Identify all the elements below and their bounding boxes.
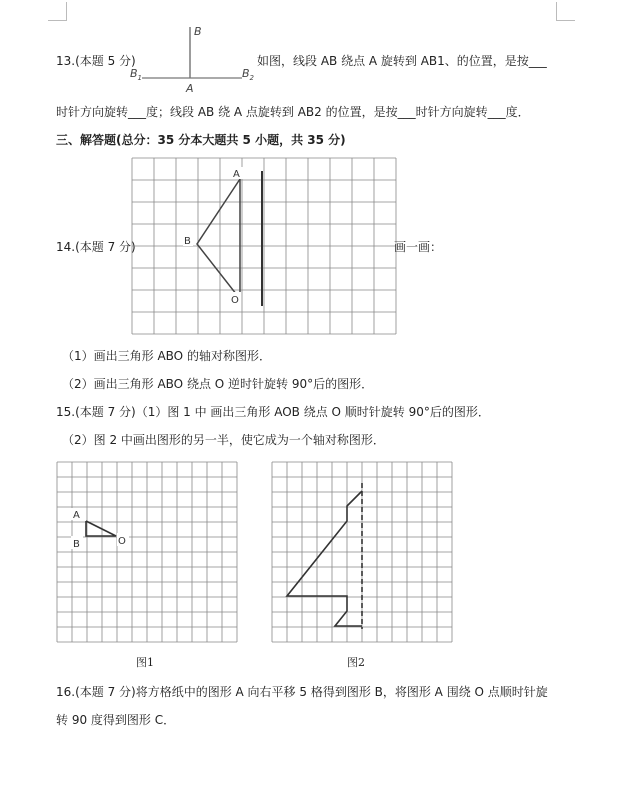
q15-figure-1-grid (56, 461, 240, 643)
half-shape (287, 491, 362, 626)
q16-line-2: 转 90 度得到图形 C． (56, 713, 176, 727)
triangle-aob (86, 521, 116, 536)
label-b2: $B_2$ (242, 67, 255, 82)
figure-1-caption: 图1 (136, 656, 154, 669)
label-b: B (194, 25, 202, 38)
label-a: A (186, 82, 194, 94)
q14-suffix: 画一画： (394, 240, 443, 254)
label-a: A (233, 169, 240, 180)
label-o: O (118, 536, 126, 547)
figure-2-caption: 图2 (347, 656, 365, 669)
label-b1: $B_1$ (130, 67, 143, 82)
q13-text-line2: 时针方向旋转___度；线段 AB 绕 A 点旋转到 AB2 的位置，是按___时针方向旋转___度． (56, 105, 530, 119)
q15-line-1: 15.(本题 7 分)（1）图 1 中 画出三角形 AOB 绕点 O 顺时针旋转 90°后的图形． (56, 405, 490, 419)
label-o: O (231, 295, 239, 306)
q13-prefix: 13.(本题 5 分) (56, 54, 136, 68)
section-3-title: 三、解答题(总分：35 分本大题共 5 小题，共 35 分) (56, 133, 346, 147)
q14-grid-figure (131, 157, 397, 335)
page-corner-mark-left (48, 2, 67, 21)
triangle-abo (197, 179, 240, 299)
page-corner-mark-right (556, 2, 575, 21)
q14-prefix: 14.(本题 7 分) (56, 240, 136, 254)
q13-text-line1: 如图，线段 AB 绕点 A 旋转到 AB1、的位置，是按___ (257, 54, 547, 68)
label-b: B (184, 236, 191, 247)
q16-line-1: 16.(本题 7 分)将方格纸中的图形 A 向右平移 5 格得到图形 B，将图形 A 围绕 O 点顺时针旋 (56, 685, 548, 699)
q15-line-2: （2）图 2 中画出图形的另一半，使它成为一个轴对称图形． (62, 433, 385, 447)
q15-figure-2-grid (271, 461, 455, 643)
label-b: B (73, 539, 80, 550)
label-a: A (73, 510, 80, 521)
q14-item-2: （2）画出三角形 ABO 绕点 O 逆时针旋转 90°后的图形． (62, 377, 374, 391)
q13-figure (128, 22, 258, 94)
q14-item-1: （1）画出三角形 ABO 的轴对称图形． (62, 349, 271, 363)
